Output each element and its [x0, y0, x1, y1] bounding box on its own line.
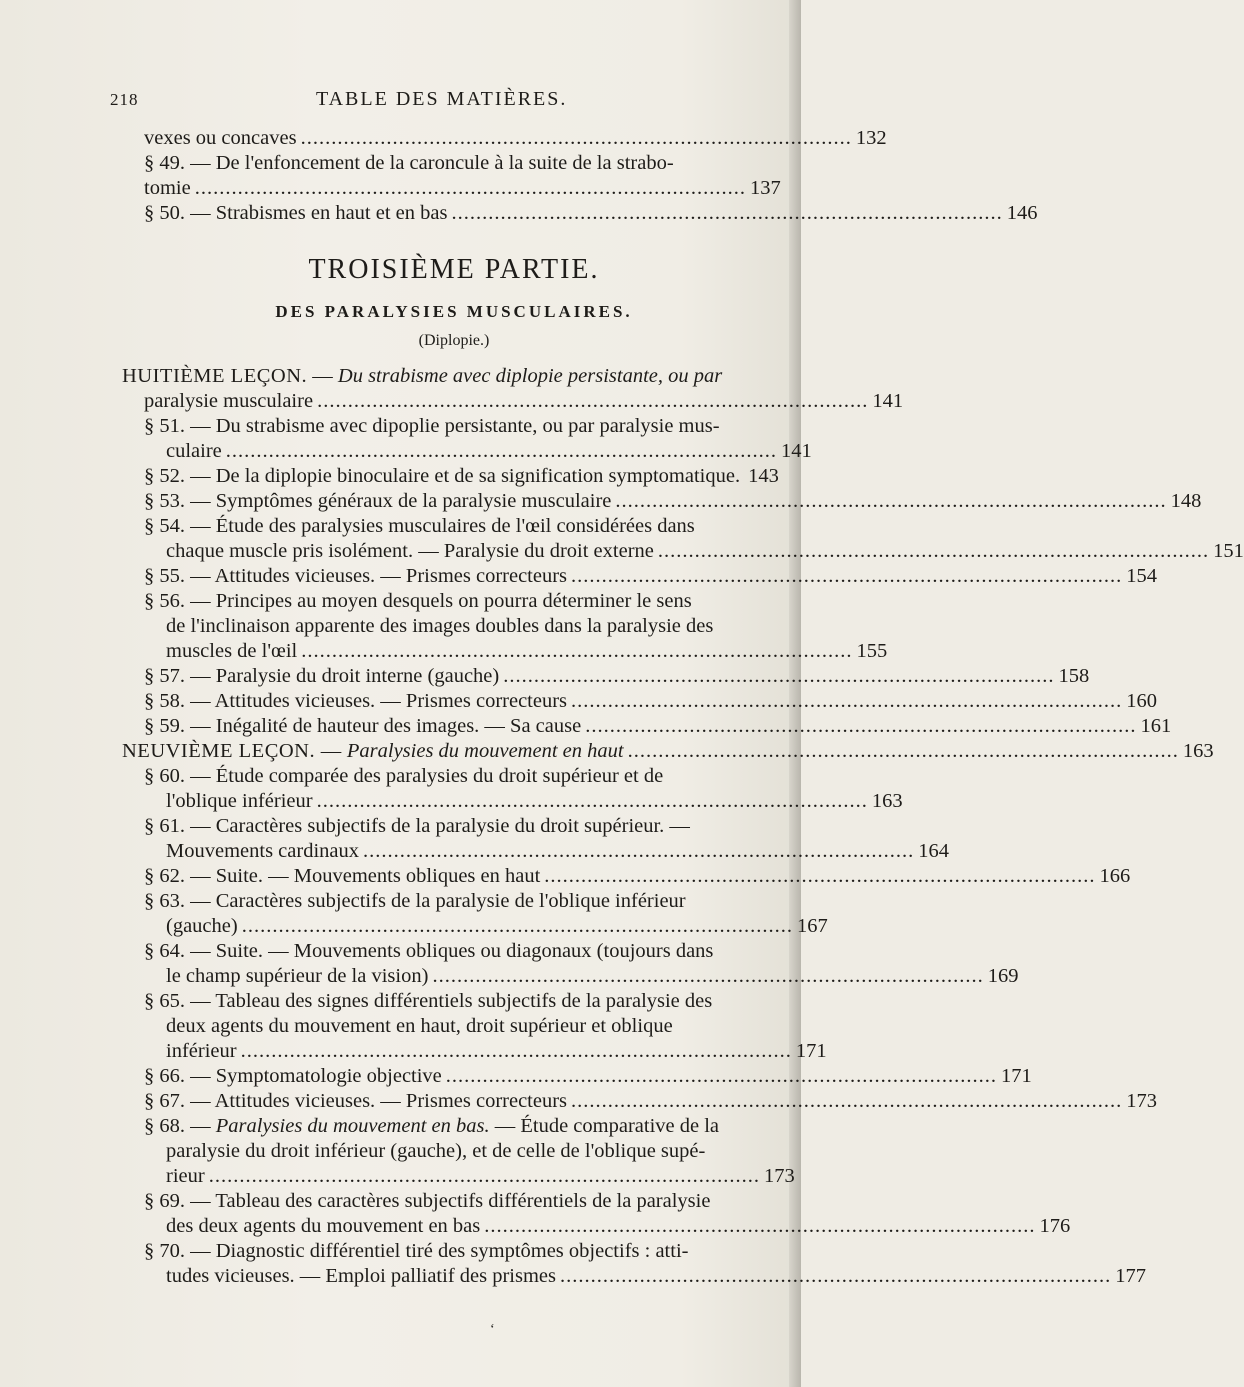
entry-text: § 70. — Diagnostic différentiel tiré des symptômes objectifs : atti-	[144, 1240, 689, 1262]
entry-text: § 57. — Paralysie du droit interne (gauche)	[144, 665, 500, 687]
entry-text: § 67. — Attitudes vicieuses. — Prismes correcteurs	[144, 1090, 568, 1112]
toc-entry	[144, 714, 1172, 739]
toc-entry	[144, 1089, 1158, 1114]
toc-entry	[144, 151, 764, 176]
toc-entry	[144, 176, 781, 201]
entry-text: § 69. — Tableau des caractères subjectifs différentiels de la paralysie	[144, 1190, 711, 1212]
entry-prefix: § 68. —	[144, 1115, 211, 1137]
entry-page: 141	[781, 440, 812, 462]
entry-text-cont: des deux agents du mouvement en bas	[166, 1215, 481, 1237]
entry-text-cont: deux agents du mouvement en haut, droit supérieur et oblique	[166, 1015, 673, 1037]
entry-text: § 63. — Caractères subjectifs de la paralysie de l'oblique inférieur	[144, 890, 686, 912]
toc-entry	[144, 489, 1202, 514]
leader-dots: ..........................................................................................	[585, 715, 1137, 737]
entry-text-cont: chaque muscle pris isolément. — Paralysie du droit externe	[166, 540, 654, 562]
entry-text-cont: muscles de l'œil	[166, 640, 298, 662]
entry-page: 163	[871, 790, 903, 812]
leader-dots: ..........................................................................................	[657, 540, 1210, 562]
entry-page: 167	[796, 915, 828, 937]
toc-entry	[144, 864, 1131, 889]
lesson-heading	[122, 739, 1214, 764]
running-title: TABLE DES MATIÈRES.	[316, 88, 568, 110]
toc-entry	[144, 689, 1158, 714]
entry-page: 169	[987, 965, 1019, 987]
leader-dots: ..........................................................................................	[451, 202, 1003, 224]
part-subtitle: DES PARALYSIES MUSCULAIRES.	[275, 302, 633, 321]
entry-page: 151	[1213, 540, 1244, 562]
entry-page: 171	[1001, 1065, 1032, 1087]
entry-page: 146	[1006, 202, 1038, 224]
footer-mark: ʻ	[490, 1322, 495, 1337]
toc-entry	[144, 989, 827, 1064]
entry-page: 161	[1140, 715, 1172, 737]
entry-text-cont: (gauche)	[166, 915, 238, 937]
toc-entry	[144, 664, 1090, 689]
entry-text: § 65. — Tableau des signes différentiels subjectifs de la paralysie des	[144, 990, 713, 1012]
entry-page: 177	[1115, 1265, 1147, 1287]
leader-dots: ..........................................................................................	[208, 1165, 760, 1187]
entry-text-cont: rieur	[166, 1165, 205, 1187]
toc-entry	[144, 126, 887, 151]
toc-entry	[144, 414, 812, 464]
entry-page: 171	[795, 1040, 827, 1062]
entry-rest: — Étude comparative de la	[494, 1115, 720, 1137]
lesson-label: NEUVIÈME LEÇON. —	[122, 740, 342, 762]
leader-dots: ..........................................................................................	[363, 840, 915, 862]
table-of-contents	[122, 126, 1244, 1289]
lesson-title: Du strabisme avec diplopie persistante, ou par	[337, 365, 723, 387]
leader-dots: ..........................................................................................	[241, 915, 793, 937]
entry-text: § 56. — Principes au moyen desquels on pourra déterminer le sens	[144, 590, 692, 612]
toc-entry	[144, 814, 949, 864]
toc-entry	[144, 889, 828, 939]
toc-entry	[144, 1189, 1071, 1239]
leader-dots: ..........................................................................................	[445, 1065, 998, 1087]
toc-entry	[144, 201, 1038, 226]
entry-text: § 49. — De l'enfoncement de la caroncule à la suite de la strabo-	[144, 152, 674, 174]
entry-text: § 50. — Strabismes en haut et en bas	[144, 202, 448, 224]
entry-text-cont: inférieur	[166, 1040, 237, 1062]
leader-dots: ..........................................................................................	[225, 440, 778, 462]
toc-entry	[144, 564, 1158, 589]
entry-page: 158	[1058, 665, 1090, 687]
entry-text: tomie	[144, 177, 191, 199]
leader-dots: ..........................................................................................	[194, 177, 746, 199]
toc-entry	[144, 1239, 1147, 1289]
lesson-title-cont: paralysie musculaire	[144, 390, 314, 412]
leader-dots: ..........................................................................................	[240, 1040, 792, 1062]
entry-text: § 58. — Attitudes vicieuses. — Prismes correcteurs	[144, 690, 568, 712]
entry-text: § 53. — Symptômes généraux de la paralysie musculaire	[144, 490, 612, 512]
entry-text: § 59. — Inégalité de hauteur des images. — Sa cause	[144, 715, 582, 737]
entry-text: § 55. — Attitudes vicieuses. — Prismes correcteurs	[144, 565, 568, 587]
entry-page: 160	[1126, 690, 1158, 712]
entry-text-cont: culaire	[166, 440, 222, 462]
entry-page: 132	[855, 127, 887, 149]
entry-text: § 51. — Du strabisme avec dipoplie persistante, ou par paralysie mus-	[144, 415, 720, 437]
toc-entry	[144, 939, 1019, 989]
entry-page: 166	[1099, 865, 1131, 887]
toc-entry	[144, 589, 888, 664]
lesson-title: Paralysies du mouvement en haut	[346, 740, 624, 762]
entry-page: 141	[872, 390, 904, 412]
entry-text: § 61. — Caractères subjectifs de la paralysie du droit supérieur. —	[144, 815, 690, 837]
toc-entry	[144, 764, 903, 814]
entry-text: § 60. — Étude comparée des paralysies du droit supérieur et de	[144, 765, 664, 787]
entry-page: 148	[1170, 490, 1202, 512]
leader-dots: ..........................................................................................	[432, 965, 984, 987]
entry-page: 173	[1126, 1090, 1158, 1112]
lesson-heading: HUITIÈME LEÇON. — Du strabisme avec diplopie persistante, ou par paralysie musculaire .......................................................................................... 141	[122, 365, 904, 412]
leader-dots: ..........................................................................................	[571, 690, 1123, 712]
entry-text-cont: Mouvements cardinaux	[166, 840, 359, 862]
page-number: 218	[110, 90, 139, 109]
leader-dots: ..........................................................................................	[571, 1090, 1123, 1112]
leader-dots: ..........................................................................................	[615, 490, 1167, 512]
entry-page: 164	[918, 840, 949, 862]
entry-text: § 66. — Symptomatologie objective	[144, 1065, 442, 1087]
entry-page: 173	[763, 1165, 795, 1187]
leader-dots: ..........................................................................................	[300, 127, 852, 149]
page-header	[110, 86, 770, 116]
entry-text: § 52. — De la diplopie binoculaire et de sa signification symptomatique.	[144, 465, 741, 487]
part-parenthetical: (Diplopie.)	[418, 332, 490, 349]
leader-dots: ..........................................................................................	[484, 1215, 1036, 1237]
entry-page: 154	[1126, 565, 1158, 587]
entry-text-cont: l'oblique inférieur	[166, 790, 313, 812]
toc-entry	[144, 514, 1244, 564]
toc-entry	[144, 1114, 795, 1189]
leader-dots: ..........................................................................................	[544, 865, 1096, 887]
entry-italic: Paralysies du mouvement en bas.	[215, 1115, 490, 1137]
entry-text-cont: le champ supérieur de la vision)	[166, 965, 429, 987]
entry-text: vexes ou concaves	[144, 127, 297, 149]
toc-entry	[144, 464, 779, 489]
leader-dots: ..........................................................................................	[627, 740, 1179, 762]
toc-entry	[144, 1064, 1032, 1089]
entry-page: 155	[856, 640, 888, 662]
leader-dots: ..........................................................................................	[560, 1265, 1112, 1287]
entry-text: § 54. — Étude des paralysies musculaires de l'œil considérées dans	[144, 515, 695, 537]
entry-page: 137	[749, 177, 781, 199]
lesson-label: HUITIÈME LEÇON.	[122, 365, 308, 387]
leader-dots: ..........................................................................................	[317, 390, 869, 412]
entry-page: 163	[1182, 740, 1214, 762]
entry-page: 143	[748, 465, 779, 487]
part-title: TROISIÈME PARTIE.	[308, 254, 600, 285]
entry-text: § 62. — Suite. — Mouvements obliques en haut	[144, 865, 541, 887]
leader-dots: ..........................................................................................	[503, 665, 1055, 687]
entry-page: 176	[1039, 1215, 1071, 1237]
leader-dots: ..........................................................................................	[301, 640, 853, 662]
entry-text-cont: tudes vicieuses. — Emploi palliatif des prismes	[166, 1265, 557, 1287]
entry-text-cont: paralysie du droit inférieur (gauche), et de celle de l'oblique supé-	[166, 1140, 706, 1162]
entry-text: § 64. — Suite. — Mouvements obliques ou diagonaux (toujours dans	[144, 940, 714, 962]
leader-dots: ..........................................................................................	[316, 790, 868, 812]
entry-text-cont: de l'inclinaison apparente des images doubles dans la paralysie des	[166, 615, 714, 637]
leader-dots: ..........................................................................................	[571, 565, 1123, 587]
